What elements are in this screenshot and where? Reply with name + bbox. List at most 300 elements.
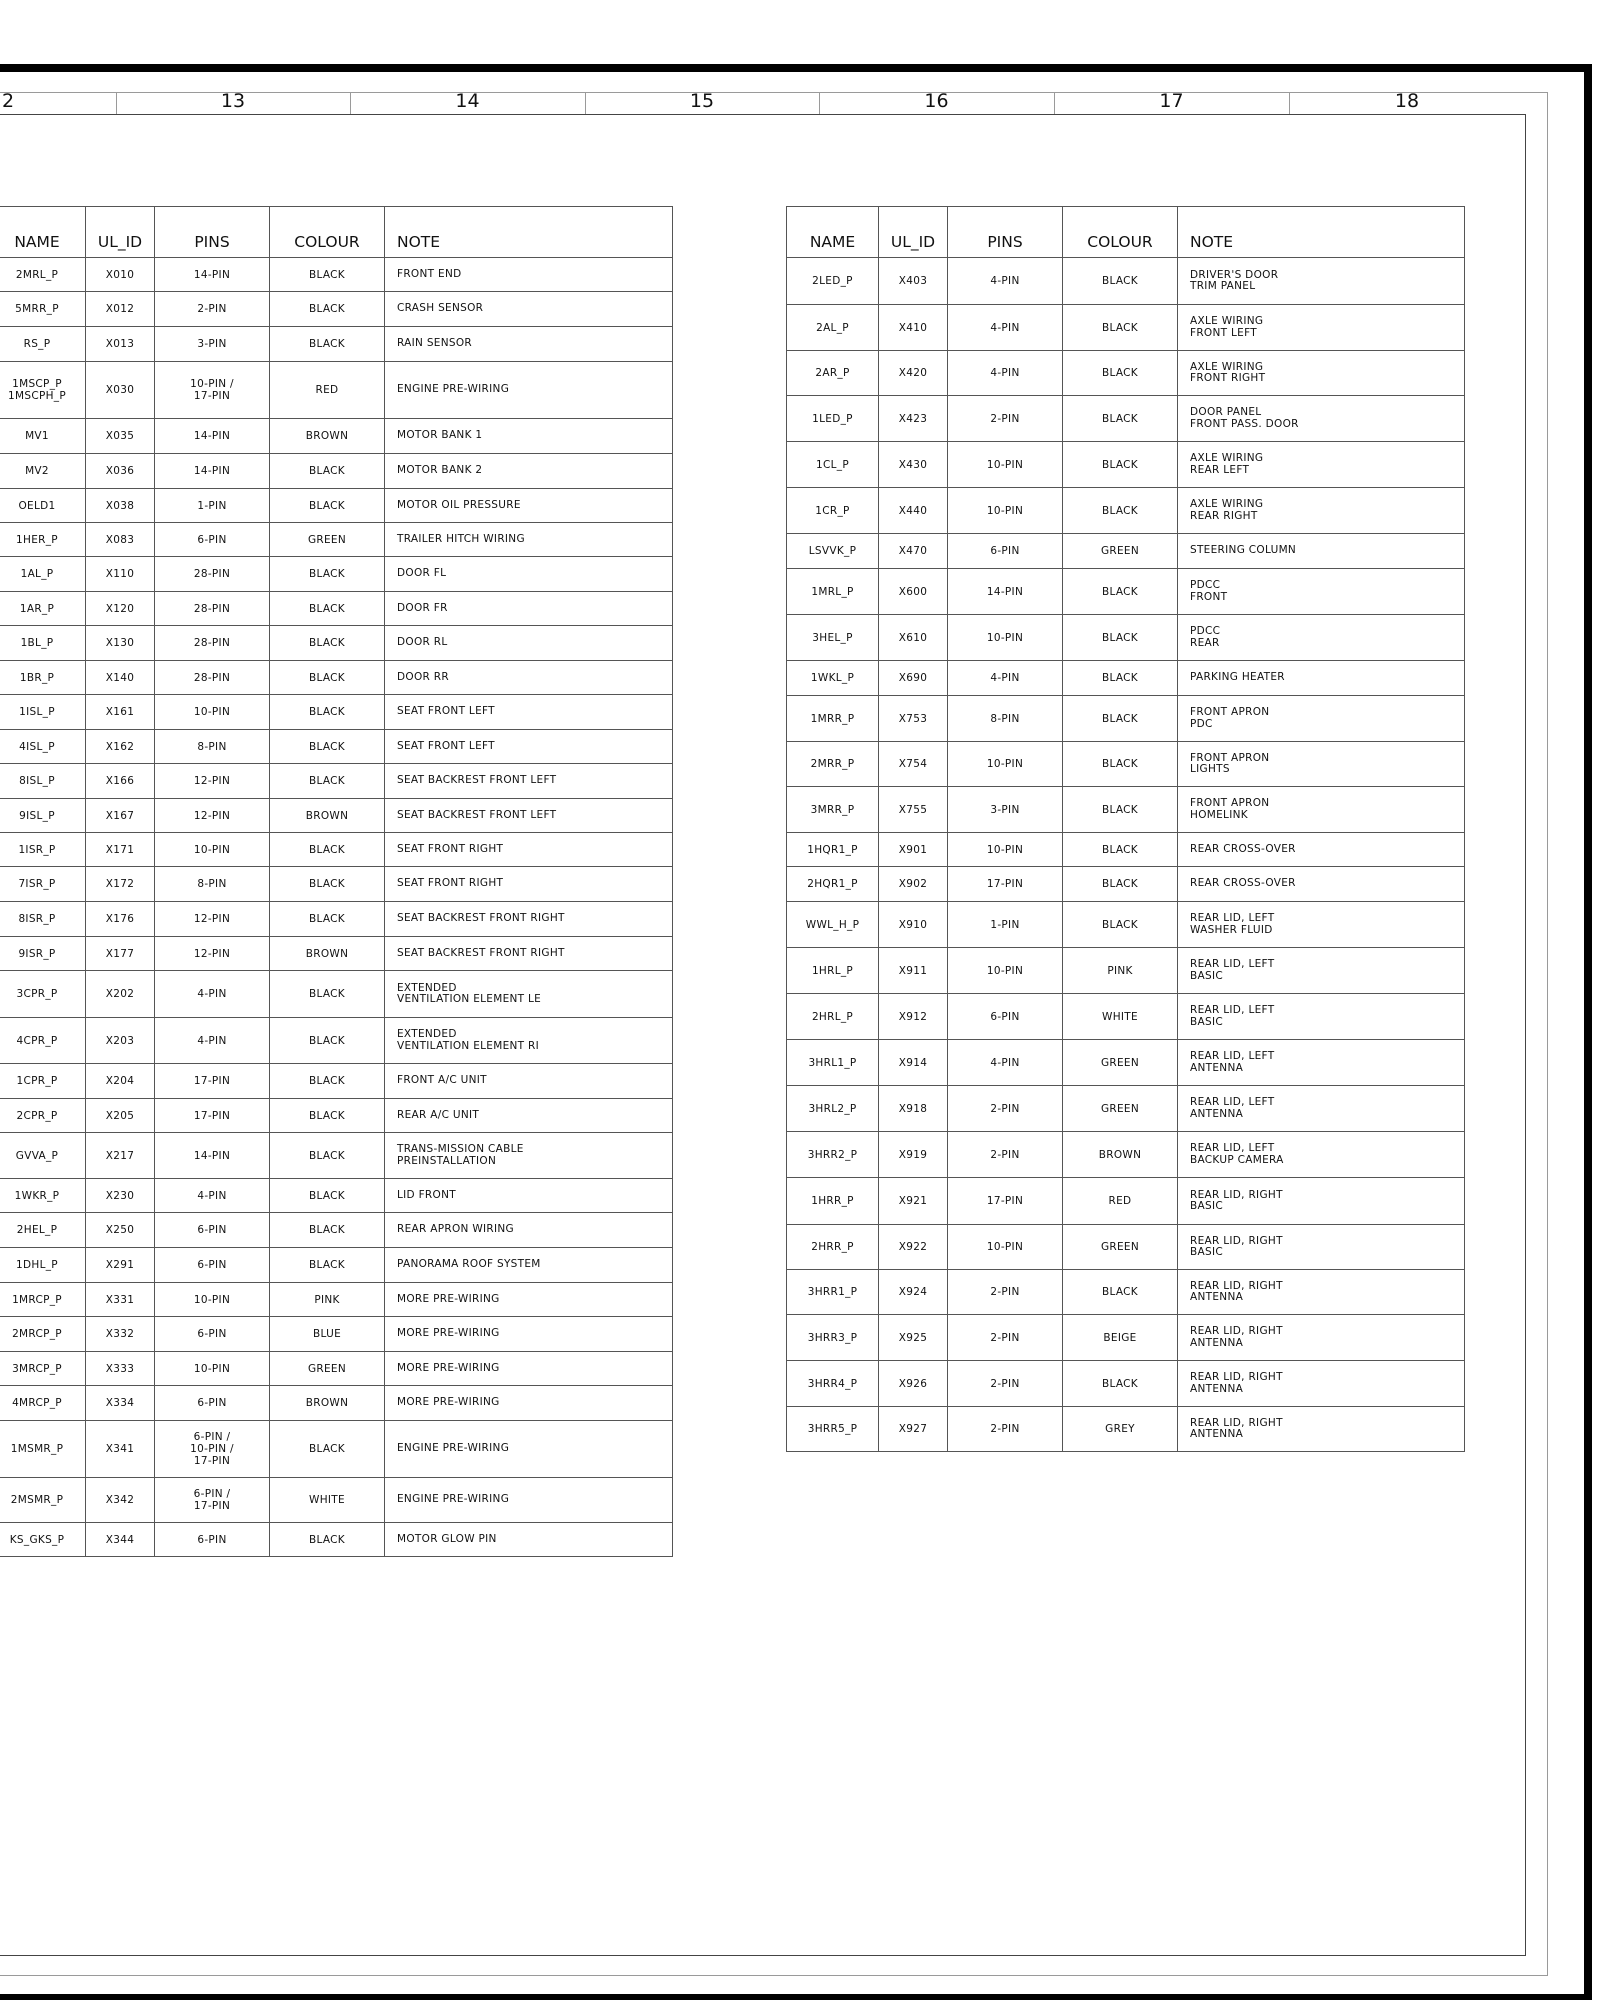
cell-colour: BLACK <box>270 489 385 523</box>
cell-pins: 12-PIN <box>155 902 270 937</box>
cell-name: 3CPR_P <box>0 971 86 1018</box>
cell-pins: 17-PIN <box>155 1064 270 1099</box>
cell-ul-id: X912 <box>879 994 948 1040</box>
cell-note: DOOR RL <box>385 626 673 661</box>
cell-pins: 2-PIN <box>155 292 270 327</box>
cell-pins: 10-PIN / 17-PIN <box>155 362 270 419</box>
cell-ul-id: X334 <box>86 1386 155 1421</box>
table-row <box>787 1407 1465 1452</box>
sheet-frame-right <box>1584 64 1592 2000</box>
cell-name: 2HEL_P <box>0 1213 86 1248</box>
cell-name: 1HRL_P <box>787 948 879 994</box>
cell-note: REAR A/C UNIT <box>385 1099 673 1133</box>
connector-table-right <box>786 206 1465 1452</box>
cell-colour: BLACK <box>1063 442 1178 488</box>
cell-ul-id: X162 <box>86 730 155 764</box>
cell-note: MORE PRE-WIRING <box>385 1283 673 1317</box>
cell-ul-id: X012 <box>86 292 155 327</box>
ruler-label: 17 <box>1159 90 1184 112</box>
cell-name: 1CL_P <box>787 442 879 488</box>
cell-pins: 6-PIN <box>155 1248 270 1283</box>
cell-note: REAR LID, RIGHT BASIC <box>1178 1225 1465 1270</box>
cell-note: AXLE WIRING FRONT RIGHT <box>1178 351 1465 396</box>
cell-note: FRONT APRON PDC <box>1178 696 1465 742</box>
cell-ul-id: X754 <box>879 742 948 787</box>
cell-ul-id: X230 <box>86 1179 155 1213</box>
cell-note: MOTOR BANK 1 <box>385 419 673 454</box>
cell-note: DOOR FL <box>385 557 673 592</box>
cell-note: REAR LID, RIGHT BASIC <box>1178 1178 1465 1225</box>
header-ul-id: UL_ID <box>86 207 155 258</box>
table-row <box>0 867 673 902</box>
cell-colour: BEIGE <box>1063 1315 1178 1361</box>
cell-colour: BLACK <box>1063 696 1178 742</box>
cell-colour: BLACK <box>270 764 385 799</box>
cell-pins: 10-PIN <box>155 1283 270 1317</box>
header-colour: COLOUR <box>1063 207 1178 258</box>
table-row <box>0 937 673 971</box>
table-row <box>0 1386 673 1421</box>
cell-colour: GREEN <box>1063 534 1178 569</box>
cell-name: 3MRCP_P <box>0 1352 86 1386</box>
cell-pins: 8-PIN <box>155 730 270 764</box>
cell-ul-id: X600 <box>879 569 948 615</box>
cell-colour: BLACK <box>270 557 385 592</box>
cell-note: LID FRONT <box>385 1179 673 1213</box>
cell-name: 2AR_P <box>787 351 879 396</box>
cell-name: 2MRR_P <box>787 742 879 787</box>
cell-ul-id: X172 <box>86 867 155 902</box>
cell-ul-id: X927 <box>879 1407 948 1452</box>
cell-ul-id: X110 <box>86 557 155 592</box>
cell-colour: GREEN <box>1063 1225 1178 1270</box>
table-row <box>0 1283 673 1317</box>
cell-pins: 10-PIN <box>155 833 270 867</box>
cell-pins: 1-PIN <box>948 902 1063 948</box>
cell-note: EXTENDED VENTILATION ELEMENT RI <box>385 1018 673 1064</box>
cell-ul-id: X013 <box>86 327 155 362</box>
cell-ul-id: X120 <box>86 592 155 626</box>
cell-pins: 12-PIN <box>155 764 270 799</box>
cell-pins: 4-PIN <box>155 971 270 1018</box>
cell-note: RAIN SENSOR <box>385 327 673 362</box>
cell-colour: WHITE <box>1063 994 1178 1040</box>
table-row <box>0 1523 673 1557</box>
cell-name: 1MRR_P <box>787 696 879 742</box>
cell-pins: 2-PIN <box>948 1315 1063 1361</box>
cell-pins: 4-PIN <box>948 661 1063 696</box>
cell-pins: 10-PIN <box>155 1352 270 1386</box>
cell-note: SEAT FRONT RIGHT <box>385 867 673 902</box>
cell-name: 1MSCP_P 1MSCPH_P <box>0 362 86 419</box>
table-row <box>787 258 1465 305</box>
table-row <box>787 305 1465 351</box>
cell-colour: BLACK <box>270 971 385 1018</box>
cell-ul-id: X755 <box>879 787 948 833</box>
table-row <box>787 1225 1465 1270</box>
cell-colour: BLACK <box>1063 742 1178 787</box>
cell-note: FRONT END <box>385 258 673 292</box>
header-ul-id: UL_ID <box>879 207 948 258</box>
cell-ul-id: X130 <box>86 626 155 661</box>
cell-pins: 6-PIN / 10-PIN / 17-PIN <box>155 1421 270 1478</box>
cell-name: 8ISR_P <box>0 902 86 937</box>
cell-colour: BLUE <box>270 1317 385 1352</box>
cell-name: 1WKR_P <box>0 1179 86 1213</box>
cell-note: SEAT FRONT RIGHT <box>385 833 673 867</box>
cell-ul-id: X470 <box>879 534 948 569</box>
cell-note: REAR LID, RIGHT ANTENNA <box>1178 1361 1465 1407</box>
cell-name: 3HRL1_P <box>787 1040 879 1086</box>
cell-ul-id: X911 <box>879 948 948 994</box>
cell-note: PARKING HEATER <box>1178 661 1465 696</box>
cell-name: 4MRCP_P <box>0 1386 86 1421</box>
cell-ul-id: X217 <box>86 1133 155 1179</box>
cell-pins: 28-PIN <box>155 557 270 592</box>
cell-name: OELD1 <box>0 489 86 523</box>
sheet-frame-bottom <box>0 1994 1592 2000</box>
cell-pins: 6-PIN <box>155 1386 270 1421</box>
cell-note: REAR LID, LEFT BACKUP CAMERA <box>1178 1132 1465 1178</box>
table-row <box>0 1352 673 1386</box>
cell-colour: BLACK <box>1063 258 1178 305</box>
cell-colour: BLACK <box>270 1523 385 1557</box>
cell-pins: 8-PIN <box>948 696 1063 742</box>
cell-pins: 17-PIN <box>948 1178 1063 1225</box>
cell-name: 1HRR_P <box>787 1178 879 1225</box>
cell-colour: BLACK <box>1063 615 1178 661</box>
cell-colour: BLACK <box>270 292 385 327</box>
cell-colour: BLACK <box>270 1421 385 1478</box>
cell-note: PDCC REAR <box>1178 615 1465 661</box>
cell-ul-id: X176 <box>86 902 155 937</box>
table-row <box>787 661 1465 696</box>
cell-name: WWL_H_P <box>787 902 879 948</box>
table-row <box>787 1270 1465 1315</box>
cell-name: 3HRL2_P <box>787 1086 879 1132</box>
cell-colour: RED <box>1063 1178 1178 1225</box>
cell-colour: GREEN <box>1063 1086 1178 1132</box>
cell-ul-id: X922 <box>879 1225 948 1270</box>
cell-name: 1CR_P <box>787 488 879 534</box>
cell-note: DOOR RR <box>385 661 673 695</box>
cell-ul-id: X403 <box>879 258 948 305</box>
table-row <box>787 742 1465 787</box>
table-row <box>0 661 673 695</box>
cell-ul-id: X030 <box>86 362 155 419</box>
cell-note: REAR LID, RIGHT ANTENNA <box>1178 1407 1465 1452</box>
cell-name: 1HQR1_P <box>787 833 879 867</box>
cell-name: 1LED_P <box>787 396 879 442</box>
cell-name: 5MRR_P <box>0 292 86 327</box>
cell-note: SEAT BACKREST FRONT RIGHT <box>385 937 673 971</box>
cell-note: ENGINE PRE-WIRING <box>385 362 673 419</box>
cell-name: MV2 <box>0 454 86 489</box>
table-row <box>787 488 1465 534</box>
table-row <box>0 1317 673 1352</box>
cell-pins: 6-PIN / 17-PIN <box>155 1478 270 1523</box>
cell-colour: BROWN <box>270 1386 385 1421</box>
table-row <box>0 419 673 454</box>
cell-name: 1MRCP_P <box>0 1283 86 1317</box>
cell-note: REAR LID, RIGHT ANTENNA <box>1178 1270 1465 1315</box>
cell-name: 1AR_P <box>0 592 86 626</box>
cell-ul-id: X919 <box>879 1132 948 1178</box>
cell-note: REAR LID, LEFT WASHER FLUID <box>1178 902 1465 948</box>
cell-pins: 6-PIN <box>155 523 270 557</box>
cell-ul-id: X204 <box>86 1064 155 1099</box>
ruler-label: 18 <box>1394 90 1420 112</box>
cell-ul-id: X205 <box>86 1099 155 1133</box>
cell-note: FRONT APRON LIGHTS <box>1178 742 1465 787</box>
cell-name: 1CPR_P <box>0 1064 86 1099</box>
cell-name: 2HRL_P <box>787 994 879 1040</box>
cell-note: REAR CROSS-OVER <box>1178 867 1465 902</box>
cell-note: EXTENDED VENTILATION ELEMENT LE <box>385 971 673 1018</box>
cell-ul-id: X177 <box>86 937 155 971</box>
table-row <box>0 1213 673 1248</box>
table-header-row <box>787 207 1465 258</box>
cell-colour: BLACK <box>270 454 385 489</box>
cell-note: MOTOR GLOW PIN <box>385 1523 673 1557</box>
cell-pins: 28-PIN <box>155 661 270 695</box>
cell-colour: GREEN <box>270 523 385 557</box>
cell-ul-id: X610 <box>879 615 948 661</box>
cell-name: 1HER_P <box>0 523 86 557</box>
cell-name: 2AL_P <box>787 305 879 351</box>
table-row <box>787 1086 1465 1132</box>
cell-pins: 10-PIN <box>948 742 1063 787</box>
cell-pins: 28-PIN <box>155 626 270 661</box>
cell-ul-id: X083 <box>86 523 155 557</box>
table-row <box>787 351 1465 396</box>
cell-ul-id: X332 <box>86 1317 155 1352</box>
table-row <box>0 971 673 1018</box>
cell-colour: BLACK <box>1063 787 1178 833</box>
table-row <box>0 799 673 833</box>
cell-note: MORE PRE-WIRING <box>385 1317 673 1352</box>
cell-name: 3HRR2_P <box>787 1132 879 1178</box>
cell-pins: 2-PIN <box>948 1361 1063 1407</box>
table-row <box>0 695 673 730</box>
cell-colour: BROWN <box>1063 1132 1178 1178</box>
table-row <box>787 994 1465 1040</box>
cell-colour: BLACK <box>270 833 385 867</box>
cell-note: AXLE WIRING REAR LEFT <box>1178 442 1465 488</box>
cell-name: 3HRR5_P <box>787 1407 879 1452</box>
table-row <box>787 1132 1465 1178</box>
cell-name: 1MRL_P <box>787 569 879 615</box>
cell-note: REAR LID, LEFT BASIC <box>1178 994 1465 1040</box>
cell-name: LSVVK_P <box>787 534 879 569</box>
cell-colour: GREEN <box>1063 1040 1178 1086</box>
ruler-label: 14 <box>455 90 480 112</box>
table-row <box>787 787 1465 833</box>
cell-pins: 12-PIN <box>155 937 270 971</box>
table-row <box>0 489 673 523</box>
cell-ul-id: X291 <box>86 1248 155 1283</box>
cell-colour: BLACK <box>1063 569 1178 615</box>
cell-note: MORE PRE-WIRING <box>385 1352 673 1386</box>
cell-pins: 14-PIN <box>155 258 270 292</box>
cell-ul-id: X926 <box>879 1361 948 1407</box>
cell-ul-id: X167 <box>86 799 155 833</box>
cell-ul-id: X690 <box>879 661 948 696</box>
table-row <box>0 1064 673 1099</box>
table-header-row <box>0 207 673 258</box>
cell-note: SEAT BACKREST FRONT RIGHT <box>385 902 673 937</box>
cell-colour: BLACK <box>270 258 385 292</box>
cell-pins: 17-PIN <box>155 1099 270 1133</box>
cell-note: MOTOR OIL PRESSURE <box>385 489 673 523</box>
table-row <box>0 292 673 327</box>
cell-pins: 2-PIN <box>948 1132 1063 1178</box>
cell-note: PANORAMA ROOF SYSTEM <box>385 1248 673 1283</box>
table-row <box>0 1133 673 1179</box>
cell-note: SEAT FRONT LEFT <box>385 695 673 730</box>
cell-pins: 14-PIN <box>155 419 270 454</box>
cell-name: 2MSMR_P <box>0 1478 86 1523</box>
cell-pins: 12-PIN <box>155 799 270 833</box>
table-row <box>0 362 673 419</box>
cell-ul-id: X410 <box>879 305 948 351</box>
cell-pins: 17-PIN <box>948 867 1063 902</box>
table-row <box>0 1478 673 1523</box>
cell-colour: BLACK <box>270 902 385 937</box>
cell-colour: BLACK <box>1063 351 1178 396</box>
cell-colour: GREEN <box>270 1352 385 1386</box>
table-row <box>0 1018 673 1064</box>
cell-pins: 3-PIN <box>948 787 1063 833</box>
cell-colour: BLACK <box>270 1248 385 1283</box>
cell-note: PDCC FRONT <box>1178 569 1465 615</box>
table-row <box>0 1421 673 1478</box>
cell-note: REAR LID, LEFT ANTENNA <box>1178 1086 1465 1132</box>
cell-pins: 14-PIN <box>948 569 1063 615</box>
cell-ul-id: X250 <box>86 1213 155 1248</box>
cell-name: 2CPR_P <box>0 1099 86 1133</box>
cell-ul-id: X203 <box>86 1018 155 1064</box>
cell-pins: 10-PIN <box>948 833 1063 867</box>
cell-ul-id: X440 <box>879 488 948 534</box>
cell-pins: 1-PIN <box>155 489 270 523</box>
cell-name: MV1 <box>0 419 86 454</box>
cell-note: REAR LID, LEFT BASIC <box>1178 948 1465 994</box>
cell-colour: BLACK <box>270 1064 385 1099</box>
cell-ul-id: X924 <box>879 1270 948 1315</box>
cell-colour: BLACK <box>1063 902 1178 948</box>
table-row <box>787 867 1465 902</box>
cell-pins: 6-PIN <box>155 1317 270 1352</box>
table-row <box>787 1315 1465 1361</box>
cell-colour: BLACK <box>270 867 385 902</box>
cell-pins: 10-PIN <box>948 1225 1063 1270</box>
cell-pins: 4-PIN <box>948 1040 1063 1086</box>
cell-pins: 10-PIN <box>948 948 1063 994</box>
cell-name: 7ISR_P <box>0 867 86 902</box>
cell-note: SEAT BACKREST FRONT LEFT <box>385 764 673 799</box>
cell-note: DOOR FR <box>385 592 673 626</box>
cell-colour: BLACK <box>270 695 385 730</box>
cell-name: 1BL_P <box>0 626 86 661</box>
cell-colour: BROWN <box>270 799 385 833</box>
cell-colour: BROWN <box>270 937 385 971</box>
cell-colour: WHITE <box>270 1478 385 1523</box>
table-row <box>0 902 673 937</box>
cell-name: 1WKL_P <box>787 661 879 696</box>
cell-name: 3HEL_P <box>787 615 879 661</box>
table-row <box>0 454 673 489</box>
cell-pins: 6-PIN <box>155 1213 270 1248</box>
cell-colour: BLACK <box>270 1133 385 1179</box>
cell-name: 2MRCP_P <box>0 1317 86 1352</box>
cell-name: 2HQR1_P <box>787 867 879 902</box>
ruler-label: 15 <box>689 90 715 112</box>
table-row <box>0 327 673 362</box>
cell-colour: BLACK <box>1063 661 1178 696</box>
cell-colour: PINK <box>1063 948 1178 994</box>
cell-note: SEAT BACKREST FRONT LEFT <box>385 799 673 833</box>
cell-ul-id: X925 <box>879 1315 948 1361</box>
cell-ul-id: X753 <box>879 696 948 742</box>
cell-note: MOTOR BANK 2 <box>385 454 673 489</box>
table-row <box>0 557 673 592</box>
cell-name: 8ISL_P <box>0 764 86 799</box>
cell-pins: 4-PIN <box>948 351 1063 396</box>
cell-ul-id: X921 <box>879 1178 948 1225</box>
cell-pins: 10-PIN <box>155 695 270 730</box>
header-colour: COLOUR <box>270 207 385 258</box>
cell-name: 9ISL_P <box>0 799 86 833</box>
cell-note: REAR APRON WIRING <box>385 1213 673 1248</box>
cell-pins: 6-PIN <box>155 1523 270 1557</box>
cell-name: 4ISL_P <box>0 730 86 764</box>
cell-note: STEERING COLUMN <box>1178 534 1465 569</box>
cell-pins: 2-PIN <box>948 396 1063 442</box>
cell-pins: 3-PIN <box>155 327 270 362</box>
header-pins: PINS <box>155 207 270 258</box>
table-row <box>0 764 673 799</box>
cell-ul-id: X910 <box>879 902 948 948</box>
cell-ul-id: X038 <box>86 489 155 523</box>
table-row <box>787 569 1465 615</box>
cell-colour: BLACK <box>270 626 385 661</box>
ruler-label: 2 <box>1 90 15 112</box>
cell-ul-id: X342 <box>86 1478 155 1523</box>
cell-note: ENGINE PRE-WIRING <box>385 1421 673 1478</box>
cell-name: 1MSMR_P <box>0 1421 86 1478</box>
cell-name: 3HRR3_P <box>787 1315 879 1361</box>
cell-name: 3HRR4_P <box>787 1361 879 1407</box>
cell-name: 1ISL_P <box>0 695 86 730</box>
cell-colour: BLACK <box>270 1099 385 1133</box>
cell-ul-id: X420 <box>879 351 948 396</box>
table-row <box>0 1248 673 1283</box>
cell-pins: 4-PIN <box>948 258 1063 305</box>
cell-colour: PINK <box>270 1283 385 1317</box>
cell-note: CRASH SENSOR <box>385 292 673 327</box>
cell-colour: BLACK <box>270 661 385 695</box>
table-row <box>0 523 673 557</box>
cell-ul-id: X161 <box>86 695 155 730</box>
table-row <box>787 1040 1465 1086</box>
table-row <box>787 1178 1465 1225</box>
table-row <box>787 615 1465 661</box>
cell-note: REAR LID, LEFT ANTENNA <box>1178 1040 1465 1086</box>
cell-pins: 4-PIN <box>155 1179 270 1213</box>
header-name: NAME <box>787 207 879 258</box>
cell-ul-id: X333 <box>86 1352 155 1386</box>
